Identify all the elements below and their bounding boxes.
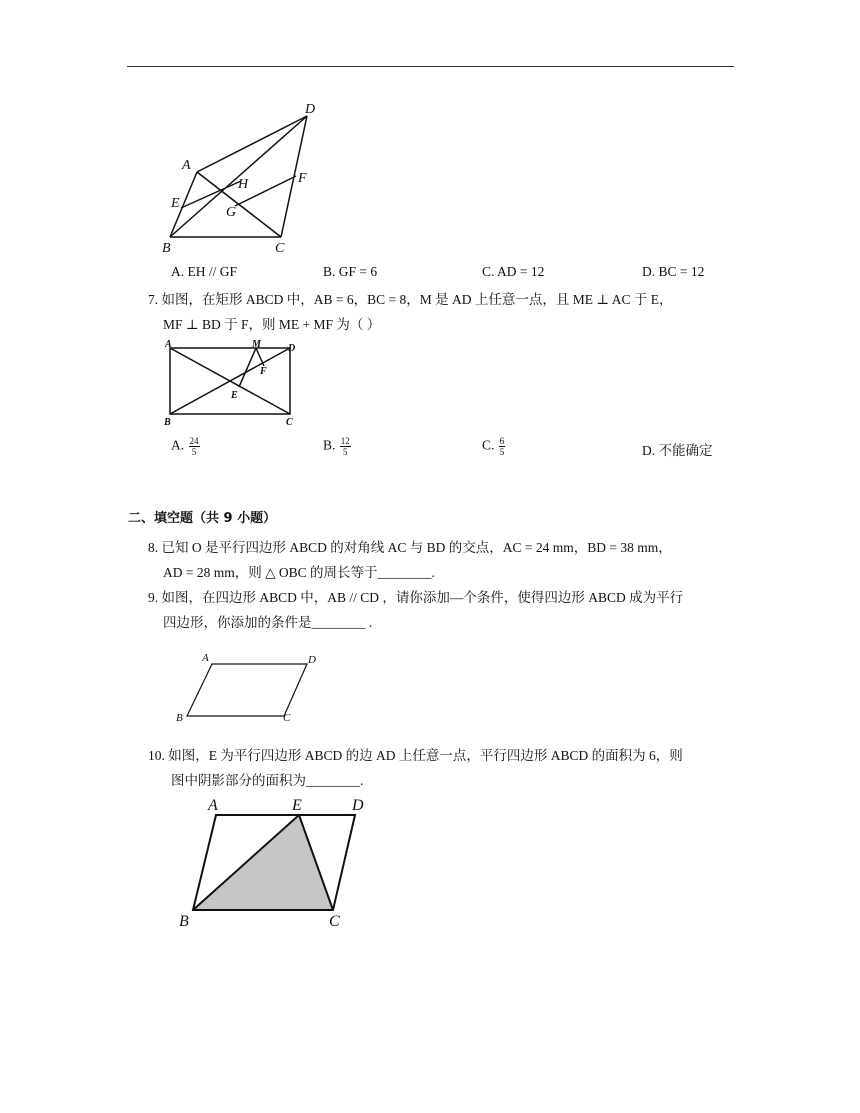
q10-label-b: B [179, 913, 189, 930]
q9-label-d: D [308, 654, 316, 666]
q6-label-a: A [182, 158, 191, 173]
header-rule [127, 66, 734, 67]
q6-label-b: B [162, 241, 171, 256]
q7-option-a: A. $\frac{24}{5}$ [171, 436, 199, 457]
q7-label-c: C [286, 417, 293, 428]
q9-parallelogram [187, 664, 307, 716]
q7-label-f: F [260, 366, 267, 377]
q8-text-line2: AD = 28 mm，则 △ OBC 的周长等于________. [163, 565, 435, 580]
q7-option-c-fraction: $\frac{6}{5}$ [499, 436, 505, 457]
q7-figure [160, 336, 300, 428]
q6-label-d: D [305, 102, 316, 117]
q7-label-a: A [165, 339, 172, 350]
q10-text-line2: 图中阴影部分的面积为________. [171, 773, 364, 788]
q10-label-e: E [292, 797, 302, 814]
q6-option-c: C. AD = 12 [482, 264, 545, 279]
q6-line-eh [181, 181, 241, 208]
q7-text-line2: MF ⊥ BD 于 F，则 ME + MF 为（ ） [163, 317, 381, 332]
q9-label-c: C [283, 712, 291, 724]
q7-label-m: M [252, 339, 261, 350]
q7-option-b: B. $\frac{12}{5}$ [323, 436, 350, 457]
q6-option-b: B. GF = 6 [323, 264, 378, 279]
q10-figure [175, 795, 375, 935]
q9-label-b: B [176, 712, 183, 724]
q10-shaded-triangle [193, 815, 333, 910]
q8-text-line1: 8. 已知 O 是平行四边形 ABCD 的对角线 AC 与 BD 的交点，AC = 24 mm，BD = 38 mm， [148, 540, 672, 555]
q7-label-e: E [231, 390, 238, 401]
q9-figure [172, 648, 322, 728]
q10-text-line1: 10. 如图，E 为平行四边形 ABCD 的边 AD 上任意一点，平行四边形 ABCD 的面积为 6，则 [148, 748, 683, 763]
q7-label-b: B [164, 417, 171, 428]
q9-label-a: A [202, 652, 209, 664]
q10-label-d: D [352, 797, 364, 814]
q7-label-d: D [288, 343, 296, 354]
q6-figure [155, 98, 330, 258]
q10-label-a: A [208, 797, 218, 814]
q7-text-line1: 7. 如图，在矩形 ABCD 中，AB = 6，BC = 8，M 是 AD 上任意一点，且 ME ⊥ AC 于 E， [148, 292, 673, 307]
q10-label-c: C [329, 913, 340, 930]
q6-label-h: H [238, 177, 249, 192]
q6-option-a: A. EH // GF [171, 264, 238, 279]
q6-option-d: D. BC = 12 [642, 264, 705, 279]
q7-option-d: D. 不能确定 [642, 443, 713, 458]
q6-label-c: C [275, 241, 285, 256]
q6-label-f: F [298, 171, 307, 186]
q7-option-b-fraction: $\frac{12}{5}$ [340, 436, 350, 457]
q6-label-e: E [171, 196, 180, 211]
section-2-title: 二、填空题（共 9 小题） [128, 511, 277, 526]
q7-option-c: C. $\frac{6}{5}$ [482, 436, 505, 457]
q6-label-g: G [226, 205, 237, 220]
q9-text-line2: 四边形，你添加的条件是________ . [163, 615, 373, 630]
q7-line-mf [256, 348, 264, 366]
q9-text-line1: 9. 如图，在四边形 ABCD 中，AB // CD ，请你添加—个条件，使得四边形 ABCD 成为平行 [148, 590, 684, 605]
q7-option-a-fraction: $\frac{24}{5}$ [189, 436, 199, 457]
